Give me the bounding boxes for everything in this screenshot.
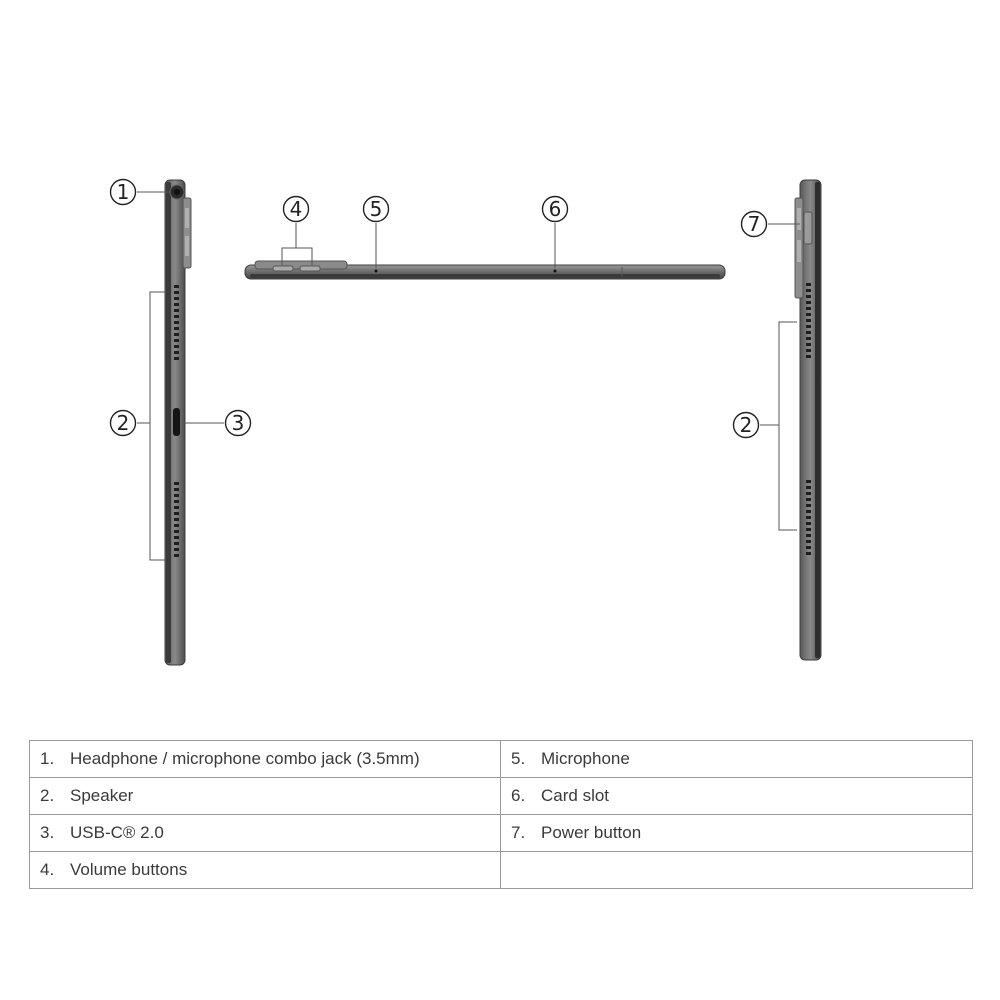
legend-cell [501, 778, 973, 815]
legend-label: Headphone / microphone combo jack (3.5mm) [70, 749, 420, 768]
legend-number: 3. [40, 823, 55, 842]
legend-row [30, 741, 973, 778]
legend-number: 1. [40, 749, 55, 768]
leader-4 [282, 223, 312, 265]
legend-cell [501, 741, 973, 778]
callout-6 [543, 197, 568, 222]
legend-row [30, 778, 973, 815]
right-device-bezel [815, 182, 820, 658]
callout-2-left [111, 411, 136, 436]
svg-text:3: 3 [231, 411, 245, 435]
usb-c-port [173, 408, 180, 436]
callout-2-right [734, 413, 759, 438]
legend-cell [501, 815, 973, 852]
right-side-view [795, 180, 821, 660]
volume-button-down [300, 266, 320, 271]
svg-text:4: 4 [289, 197, 303, 221]
legend-number: 2. [40, 786, 55, 805]
legend-label: Speaker [70, 786, 134, 805]
legend-number: 4. [40, 860, 55, 879]
callout-5 [364, 197, 389, 222]
legend-cell [30, 852, 501, 889]
legend-number: 7. [511, 823, 526, 842]
leader-lines [137, 192, 800, 560]
volume-button-up [273, 266, 293, 271]
svg-text:7: 7 [747, 212, 761, 236]
leader-2-right [760, 322, 797, 530]
card-slot-hole [554, 270, 557, 273]
legend-cell [30, 741, 501, 778]
legend-label: Volume buttons [70, 860, 188, 879]
leader-2-left [137, 292, 165, 560]
top-view [245, 261, 725, 279]
legend-table [29, 740, 973, 889]
legend-cell [30, 815, 501, 852]
callout-7 [742, 212, 767, 237]
legend-number: 5. [511, 749, 526, 768]
legend-row [30, 852, 973, 889]
legend-label: Power button [541, 823, 642, 842]
svg-text:2: 2 [739, 413, 753, 437]
svg-text:1: 1 [116, 180, 130, 204]
svg-text:5: 5 [369, 197, 383, 221]
callout-3 [226, 411, 251, 436]
svg-text:6: 6 [548, 197, 562, 221]
power-button [804, 212, 812, 244]
microphone-hole [375, 270, 378, 273]
legend-number: 6. [511, 786, 526, 805]
legend-label: Microphone [541, 749, 630, 768]
svg-text:2: 2 [116, 411, 130, 435]
legend-cell [501, 852, 973, 889]
legend-label: Card slot [541, 786, 610, 805]
legend-row [30, 815, 973, 852]
callout-1 [111, 180, 136, 205]
legend-cell [30, 778, 501, 815]
left-device-bezel [166, 182, 171, 663]
legend-label: USB-C® 2.0 [70, 823, 164, 842]
callout-4 [284, 197, 309, 222]
